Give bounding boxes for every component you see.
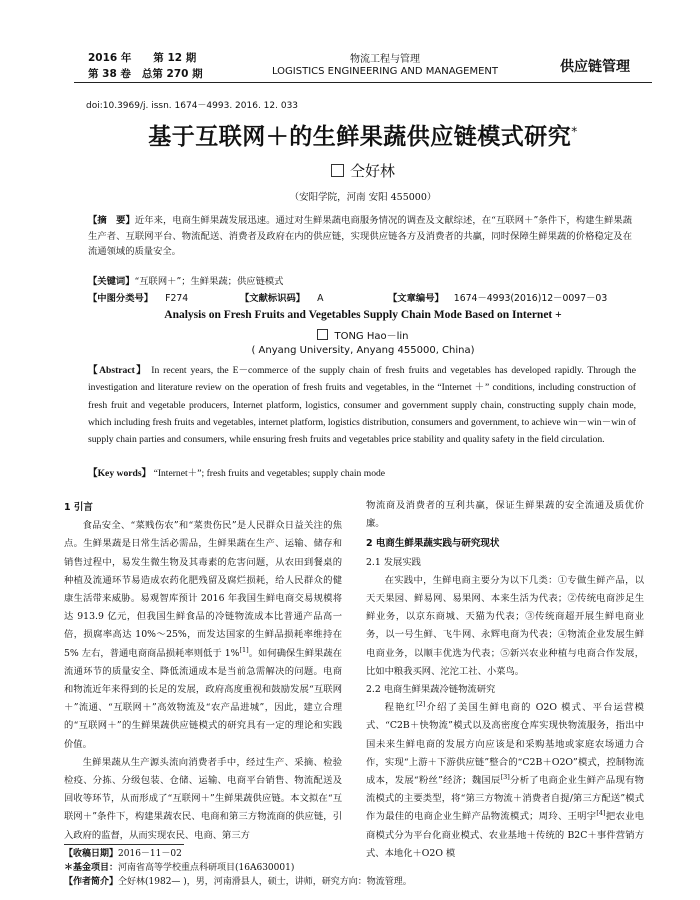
paper-title — [74, 118, 652, 151]
citation-1: [1] — [239, 645, 249, 654]
section-2-heading: 2 电商生鲜果蔬实践与研究现状 — [366, 538, 500, 550]
section-2-2-paragraph — [366, 699, 644, 863]
keywords-cn — [88, 273, 283, 287]
fund-project — [64, 861, 644, 875]
article-number — [388, 290, 607, 304]
keywords-en — [88, 465, 385, 479]
citation-2: [2] — [416, 700, 426, 709]
bio-value: 仝好林(1982— )，男，河南滑县人，硕士，讲师，研究方向：物流管理。 — [118, 877, 412, 887]
doccode-value: A — [317, 293, 324, 304]
body-right-column — [366, 497, 644, 867]
keywords-en-text: “Internet＋”; fresh fruits and vegetables; supply chain mode — [153, 468, 386, 479]
section-1-paragraph-1 — [64, 517, 342, 754]
author-box-icon — [331, 164, 344, 177]
section-2-1-heading: 2.1 发展实践 — [366, 556, 421, 568]
document-code — [240, 290, 323, 304]
article-label: 【文章编号】 — [388, 293, 444, 304]
received-date — [64, 847, 644, 861]
abstract-cn-label: 【摘 要】 — [88, 215, 135, 226]
s1-p1-text-a: 食品安全、“菜贱伤农”和“菜贵伤民”是人民群众日益关注的焦点。生鲜果蔬是日常生活必需品，生鲜果蔬在生产、运输、储存和销售过程中，易发生微生物及其毒素的危害问题，从农田到餐桌的种植及流通环节易造成农药化肥残留及腐烂损耗，给人民群众的健康生活带来威胁。易观智库预计 2016 年我国生鲜电商交易规模将达 913.9 亿元，但我国生鲜食品的冷链物流成本比普通产品高一倍，损腐率高达 10%～25%，而发达国家的生鲜品损耗率维持在 5% 左右，普通电商商品损耗率则低于 1% — [64, 520, 342, 659]
english-author-line — [74, 327, 652, 342]
author-name: 仝好林 — [349, 162, 395, 180]
s22-text-b: 介绍了美国生鲜电商的 O2O 模式、平台运营模式、“C2B＋快物流”模式以及高密度仓库实现快物流服务，指出中国未来生鲜电商的发展方向应该是和采购基地或家庭农场通力合作，实现“上游＋下游供应链”整合的“C2B＋O2O”模式，控制物流成本，发展“粉丝”经济；魏国辰 — [366, 702, 644, 787]
citation-3: [3] — [500, 772, 510, 781]
keywords-cn-label: 【关键词】 — [88, 276, 135, 287]
abstract-en-text: In recent years, the E－commerce of the supply chain of fresh fruits and vegetables has developed rapidly. Through the investigation and literature review on the operation of fresh fruits and vegetables, in the “Internet ＋” conditions, including construction of fresh fruit and vegetable producers, Internet platform, logistics, consumer and government supply chain, constructing supply chain mode, which including fresh fruits and vegetables, internet platform, logistics distribution, consumers and government, to achieve win－win－win of supply chain parties and consumers, while ensuring fresh fruits and vegetables price stability and quality safety in the field circulation. — [88, 365, 636, 446]
received-value: 2016－11－02 — [118, 849, 182, 859]
english-author-name: TONG Hao－lin — [334, 331, 409, 342]
title-text: 基于互联网＋的生鲜果蔬供应链模式研究 — [148, 124, 572, 150]
title-footnote-mark: * — [571, 124, 578, 139]
keywords-cn-text: “互联网＋”；生鲜果蔬；供应链模式 — [134, 276, 284, 287]
clc-number — [88, 290, 188, 304]
affiliation: （安阳学院，河南 安阳 455000） — [289, 192, 437, 203]
abstract-en — [88, 362, 636, 448]
section-1-paragraph-2: 生鲜果蔬从生产源头流向消费者手中，经过生产、采摘、检验检疫、分拣、分级包装、仓储、运输、电商平台销售、物流配送及回收等环节，从而形成了“互联网＋”生鲜果蔬供应链。本文拟在“互联网＋”条件下，构建果蔬农民、电商和第三方物流商的供应链，引入政府的监督，从而实现农民、电商、第三方 — [64, 756, 342, 841]
body-left-column — [64, 497, 342, 841]
journal-name-en: LOGISTICS ENGINEERING AND MANAGEMENT — [271, 66, 499, 77]
abstract-en-label: 【Abstract】 — [88, 365, 148, 376]
section-name: 供应链管理 — [560, 59, 630, 75]
clc-value: F274 — [165, 293, 189, 304]
keywords-en-label: 【Key words】 — [88, 468, 152, 479]
english-author-box-icon — [317, 329, 328, 340]
author-bio — [64, 875, 644, 889]
abstract-cn-text: 近年来，电商生鲜果蔬发展迅速。通过对生鲜果蔬电商服务情况的调查及文献综述，在“互联网＋”条件下，构建生鲜果蔬生产者、互联网平台、物流配送、消费者及政府在内的供应链，实现供应链各方及消费者的共赢，同时保障生鲜果蔬的价格稳定及在流通领域的质量安全。 — [88, 215, 632, 257]
fund-label: ＊基金项目： — [64, 863, 119, 873]
article-value: 1674－4993(2016)12－0097－03 — [453, 293, 608, 304]
volume-line: 第 38 卷 总第 270 期 — [88, 68, 203, 80]
bio-label: 【作者简介】 — [64, 877, 119, 887]
journal-name-cn: 物流工程与管理 — [350, 54, 420, 65]
s22-text-a: 程艳红 — [384, 702, 417, 714]
section-2-2-heading: 2.2 电商生鲜果蔬冷链物流研究 — [366, 684, 496, 696]
doi: doi:10.3969/j. issn. 1674－4993. 2016. 12. 033 — [86, 101, 299, 111]
section-2-1-paragraph: 在实践中，生鲜电商主要分为以下几类：①专做生鲜产品，以天天果园、鲜易网、易果网、本来生活为代表；②传统电商涉足生鲜业务，以京东商城、天猫为代表；③传统商超开展生鲜电商业务，以一号生鲜、飞牛网、永辉电商为代表；④物流企业发展生鲜电商业务，以顺丰优选为代表；⑤新兴农业种植与电商合作发展，比如中粮我买网、沱沱工社、小菜鸟。 — [366, 574, 644, 677]
right-column-continuation: 物流商及消费者的互利共赢，保证生鲜果蔬的安全流通及质优价廉。 — [366, 500, 644, 530]
issue-line: 2016 年 第 12 期 — [88, 52, 197, 64]
s22-text-c: 分析了电商企业生鲜产品现有物流模式的主要类型，将“第三方物流＋消费者自提/第三方配送”模式作为最佳的电商企业生鲜产品物流模式；周玲、王明宇 — [366, 775, 644, 823]
footnote-rule — [64, 844, 184, 845]
abstract-cn — [88, 213, 632, 260]
fund-value: 河南省高等学校重点科研项目(16A630001) — [118, 863, 295, 873]
clc-label: 【中图分类号】 — [88, 293, 154, 304]
s1-p1-text-b: 。如何确保生鲜果蔬在流通环节的质量安全、降低流通成本是当前急需解决的问题。电商和物流近年来得到的长足的发展，政府高度重视和鼓励发展“互联网＋”流通、“互联网＋”高效物流及“农产品进城”，因此，建立合理的“互联网＋”的生鲜果蔬供应链模式的研究具有一定的理论和实践价值。 — [64, 647, 342, 750]
running-header — [0, 0, 700, 86]
header-rule — [74, 82, 652, 83]
citation-4: [4] — [596, 809, 606, 818]
received-label: 【收稿日期】 — [64, 849, 119, 859]
s22-text-d: 把农业电商模式分为平台化商业模式、农业基地＋传统的 B2C＋事件营销方式、本地化＋O2O 模 — [366, 811, 644, 859]
author-line — [74, 160, 652, 181]
english-affiliation: ( Anyang University, Anyang 455000, China) — [251, 345, 475, 356]
doccode-label: 【文献标识码】 — [240, 293, 306, 304]
section-1-heading: 1 引言 — [64, 502, 93, 513]
english-title: Analysis on Fresh Fruits and Vegetables Supply Chain Mode Based on Internet + — [164, 309, 562, 321]
